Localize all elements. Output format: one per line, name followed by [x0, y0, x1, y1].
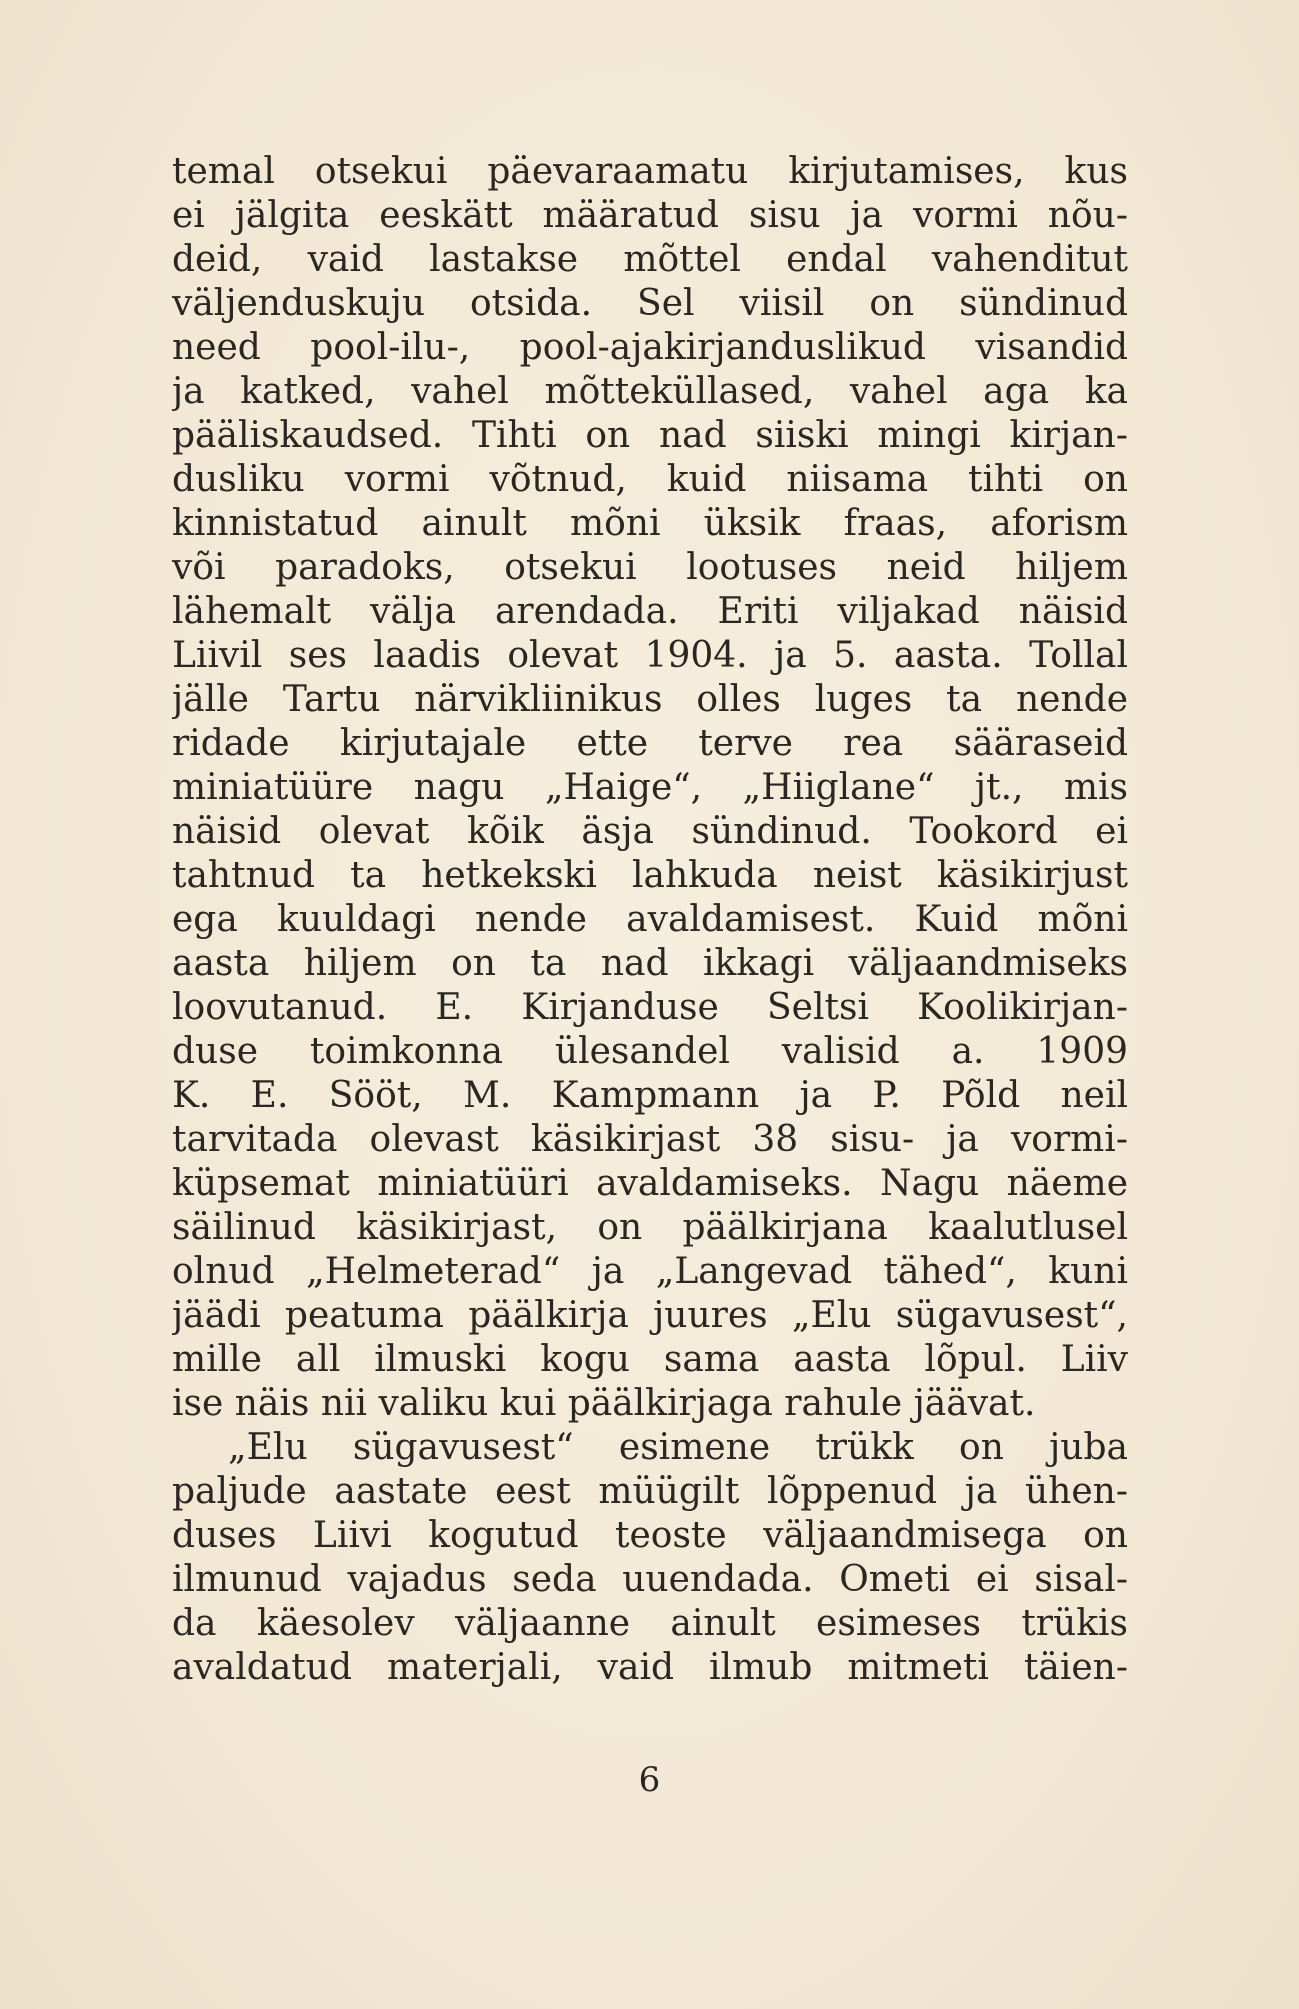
- text-line: aasta hiljem on ta nad ikkagi väljaandmiseks: [172, 943, 1128, 984]
- text-line: näisid olevat kõik äsja sündinud. Tookord ei: [172, 811, 1128, 852]
- text-line: K. E. Sööt, M. Kampmann ja P. Põld neil: [172, 1075, 1128, 1116]
- text-line: lähemalt välja arendada. Eriti viljakad näisid: [172, 591, 1128, 632]
- text-line: ridade kirjutajale ette terve rea sääraseid: [172, 723, 1128, 764]
- text-line: loovutanud. E. Kirjanduse Seltsi Koolikirjan-: [172, 987, 1128, 1028]
- text-line: või paradoks, otsekui lootuses neid hiljem: [172, 547, 1128, 588]
- text-line: küpsemat miniatüüri avaldamiseks. Nagu näeme: [172, 1163, 1128, 1204]
- text-line: säilinud käsikirjast, on päälkirjana kaalutlusel: [172, 1207, 1128, 1248]
- text-line: miniatüüre nagu „Haige“, „Hiiglane“ jt., mis: [172, 767, 1128, 808]
- text-line: dusliku vormi võtnud, kuid niisama tihti on: [172, 459, 1128, 500]
- text-line: paljude aastate eest müügilt lõppenud ja ühen-: [172, 1471, 1128, 1512]
- text-line: deid, vaid lastakse mõttel endal vahenditut: [172, 239, 1128, 280]
- body-text: [172, 150, 1128, 1690]
- text-line: „Elu sügavusest“ esimene trükk on juba: [228, 1427, 1128, 1468]
- text-line: olnud „Helmeterad“ ja „Langevad tähed“, kuni: [172, 1251, 1128, 1292]
- text-line: tarvitada olevast käsikirjast 38 sisu- ja vormi-: [172, 1119, 1128, 1160]
- text-line: avaldatud materjali, vaid ilmub mitmeti täien-: [172, 1647, 1128, 1688]
- text-line: jälle Tartu närvikliinikus olles luges ta nende: [172, 679, 1128, 720]
- text-line: kinnistatud ainult mõni üksik fraas, aforism: [172, 503, 1128, 544]
- text-line: duse toimkonna ülesandel valisid a. 1909: [172, 1031, 1128, 1072]
- text-line: jäädi peatuma päälkirja juures „Elu sügavusest“,: [172, 1295, 1128, 1336]
- text-line: Liivil ses laadis olevat 1904. ja 5. aasta. Tollal: [172, 635, 1128, 676]
- text-line: väljenduskuju otsida. Sel viisil on sündinud: [172, 283, 1128, 324]
- text-line: da käesolev väljaanne ainult esimeses trükis: [172, 1603, 1128, 1644]
- text-line: tahtnud ta hetkekski lahkuda neist käsikirjust: [172, 855, 1128, 896]
- text-line: ega kuuldagi nende avaldamisest. Kuid mõni: [172, 899, 1128, 940]
- text-line: ise näis nii valiku kui päälkirjaga rahule jäävat.: [172, 1383, 1036, 1424]
- text-line: pääliskaudsed. Tihti on nad siiski mingi kirjan-: [172, 415, 1128, 456]
- text-line: ja katked, vahel mõtteküllased, vahel aga ka: [172, 371, 1128, 412]
- text-line: duses Liivi kogutud teoste väljaandmisega on: [172, 1515, 1128, 1556]
- text-line: ilmunud vajadus seda uuendada. Ometi ei sisal-: [172, 1559, 1128, 1600]
- text-line: mille all ilmuski kogu sama aasta lõpul. Liiv: [172, 1339, 1128, 1380]
- text-line: temal otsekui päevaraamatu kirjutamises, kus: [172, 151, 1128, 192]
- page-number: 6: [638, 1760, 661, 1800]
- text-line: need pool-ilu-, pool-ajakirjanduslikud visandid: [172, 327, 1128, 368]
- text-line: ei jälgita eeskätt määratud sisu ja vormi nõu-: [172, 195, 1128, 236]
